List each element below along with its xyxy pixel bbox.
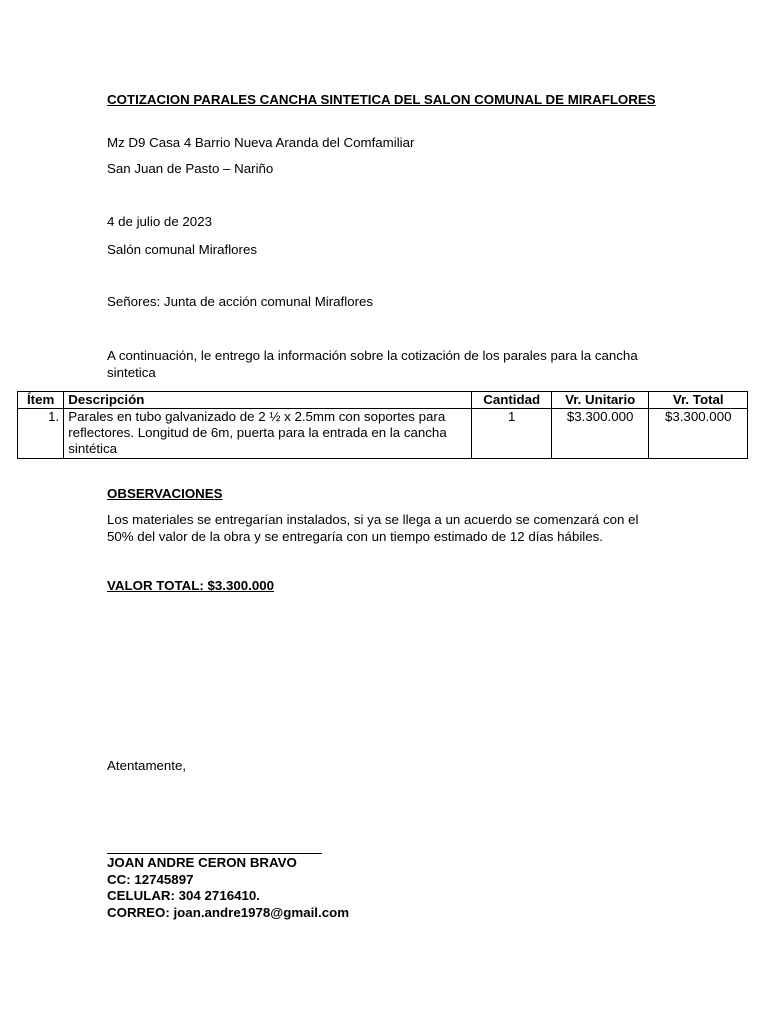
header-unit-price: Vr. Unitario	[551, 392, 649, 409]
recipient-line: Señores: Junta de acción comunal Miraflores	[107, 294, 374, 309]
header-total: Vr. Total	[649, 392, 748, 409]
document-title: COTIZACION PARALES CANCHA SINTETICA DEL SALON COMUNAL DE MIRAFLORES	[107, 92, 656, 107]
signer-phone: CELULAR: 304 2716410.	[107, 888, 260, 903]
quotation-table	[17, 391, 748, 459]
address-line: Mz D9 Casa 4 Barrio Nueva Aranda del Comfamiliar	[107, 135, 415, 150]
date-line: 4 de julio de 2023	[107, 214, 212, 229]
cell-item: 1.	[18, 409, 64, 459]
intro-paragraph: A continuación, le entrego la información sobre la cotización de los parales para la cancha sintetica	[107, 348, 638, 380]
cell-unit-price: $3.300.000	[551, 409, 649, 459]
signer-email: CORREO: joan.andre1978@gmail.com	[107, 905, 350, 920]
header-item: Ítem	[18, 392, 64, 409]
total-value: VALOR TOTAL: $3.300.000	[107, 578, 275, 593]
observations-heading: OBSERVACIONES	[107, 486, 223, 501]
signer-id: CC: 12745897	[107, 872, 194, 887]
cell-total: $3.300.000	[649, 409, 748, 459]
closing-line: Atentamente,	[107, 758, 187, 773]
signature-line	[107, 853, 322, 854]
place-line: Salón comunal Miraflores	[107, 242, 258, 257]
header-description: Descripción	[64, 392, 472, 409]
table-header-row	[18, 392, 748, 409]
city-line: San Juan de Pasto – Nariño	[107, 161, 274, 176]
signer-name: JOAN ANDRE CERON BRAVO	[107, 855, 297, 870]
observations-text: Los materiales se entregarían instalados, si ya se llega a un acuerdo se comenzará con el 50% del valor de la obra y se entregaría con un tiempo estimado de 12 días hábiles.	[107, 512, 639, 544]
header-quantity: Cantidad	[472, 392, 551, 409]
cell-description: Parales en tubo galvanizado de 2 ½ x 2.5mm con soportes para reflectores. Longitud de 6m, puerta para la entrada en la cancha sintética	[64, 409, 472, 459]
cell-quantity: 1	[472, 409, 551, 459]
table-row	[18, 409, 748, 459]
